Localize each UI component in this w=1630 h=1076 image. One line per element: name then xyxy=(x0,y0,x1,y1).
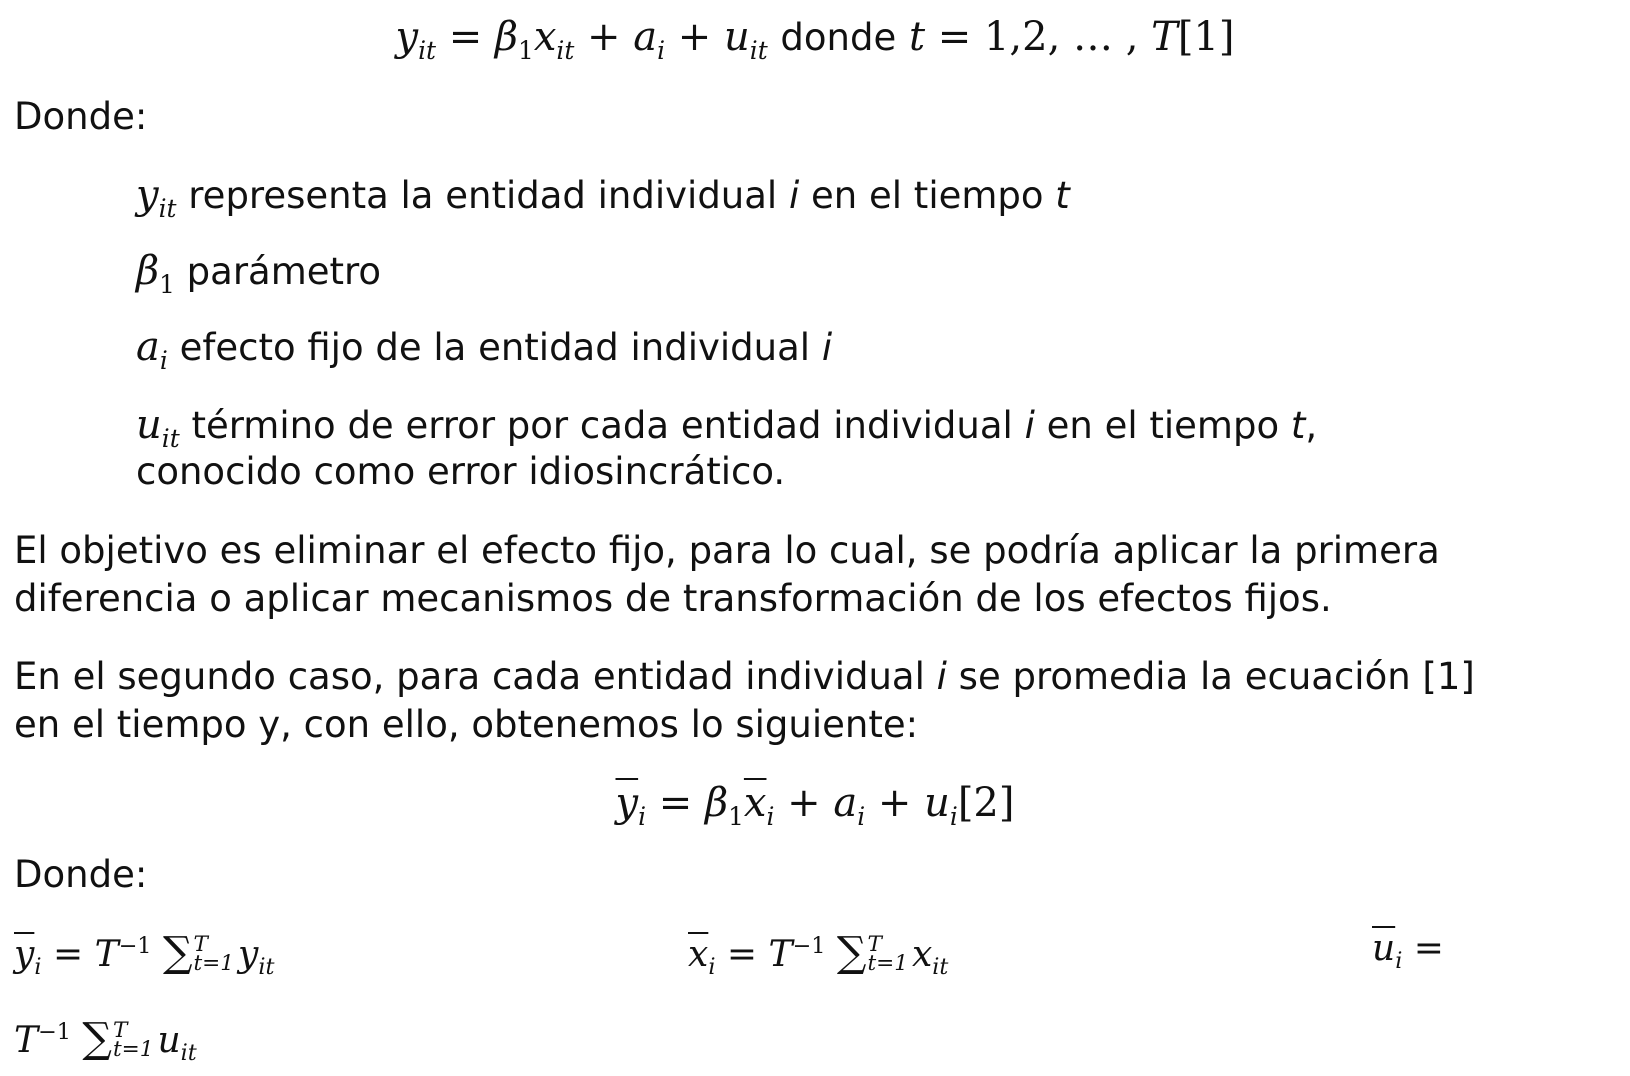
sum-symbol-u: ∑ xyxy=(82,1014,112,1062)
donde-label-2: Donde: xyxy=(14,853,148,896)
mean-u-definition-lhs: $\overline{u}_i$ = xyxy=(1372,928,1444,975)
eq2-ybar: $\overline{y}_i$ xyxy=(615,780,647,831)
mean-y-definition: $\overline{y}_i = T^{-1}$ ∑ T t=1 $y_{it}$ xyxy=(14,928,275,981)
paragraph-2-line-2: en el tiempo y, con ello, obtenemos lo siguiente: xyxy=(14,703,919,746)
eq2-beta: $\beta_1$ xyxy=(705,780,744,831)
equation-2 xyxy=(0,780,1630,831)
eq1-equals-2: = xyxy=(937,14,972,60)
mean-x-definition: $\overline{x}_i = T^{-1}$ ∑ T t=1 $x_{it}$ xyxy=(688,928,949,981)
definition-u-line2: conocido como error idiosincrático. xyxy=(136,450,786,493)
definition-a: $a_i$ efecto fijo de la entidad individual i xyxy=(136,324,833,375)
sum-symbol-x: ∑ xyxy=(836,928,867,976)
equation-1 xyxy=(0,14,1630,65)
mean-u-definition-rhs: $T^{-1}$ ∑ T t=1 $u_{it}$ xyxy=(14,1014,197,1067)
paragraph-1-line-1: El objetivo es eliminar el efecto fijo, para lo cual, se podría aplicar la primera xyxy=(14,529,1440,572)
eq1-sequence: 1,2, … , xyxy=(983,14,1139,60)
eq2-xbar: $\overline{x}_i$ xyxy=(743,780,775,831)
sum-symbol-y: ∑ xyxy=(162,928,193,976)
eq1-t: t xyxy=(908,14,926,60)
eq2-tag: [2] xyxy=(957,780,1015,826)
paragraph-2-line-1: En el segundo caso, para cada entidad individual i se promedia la ecuación [1] xyxy=(14,655,1475,698)
eq1-beta: $\beta_1$ xyxy=(494,14,534,65)
eq2-plus-1: + xyxy=(787,780,821,826)
donde-label-1: Donde: xyxy=(14,95,148,138)
eq1-equals: = xyxy=(448,14,483,60)
eq1-plus-1: + xyxy=(587,14,621,60)
eq1-a: $a_i$ xyxy=(633,14,666,65)
paragraph-1-line-2: diferencia o aplicar mecanismos de transformación de los efectos fijos. xyxy=(14,577,1332,620)
eq2-a: $a_i$ xyxy=(833,780,866,831)
eq1-u: $u_{it}$ xyxy=(724,14,768,65)
definition-u: $u_{it}$ término de error por cada entidad individual i en el tiempo t, xyxy=(136,402,1318,453)
eq2-u: $u_i$ xyxy=(924,780,958,831)
eq1-y: $y_{it}$ xyxy=(395,14,436,65)
definition-beta: $\beta_1$ parámetro xyxy=(136,248,382,299)
eq2-equals: = xyxy=(658,780,693,826)
eq2-plus-2: + xyxy=(877,780,912,826)
eq1-donde: donde xyxy=(780,16,897,59)
eq1-x: $x_{it}$ xyxy=(533,14,575,65)
eq1-plus-2: + xyxy=(677,14,712,60)
definition-y: $y_{it}$ representa la entidad individual i en el tiempo t xyxy=(136,172,1070,223)
eq1-tag: [1] xyxy=(1177,14,1235,60)
eq1-T: T xyxy=(1151,14,1178,60)
